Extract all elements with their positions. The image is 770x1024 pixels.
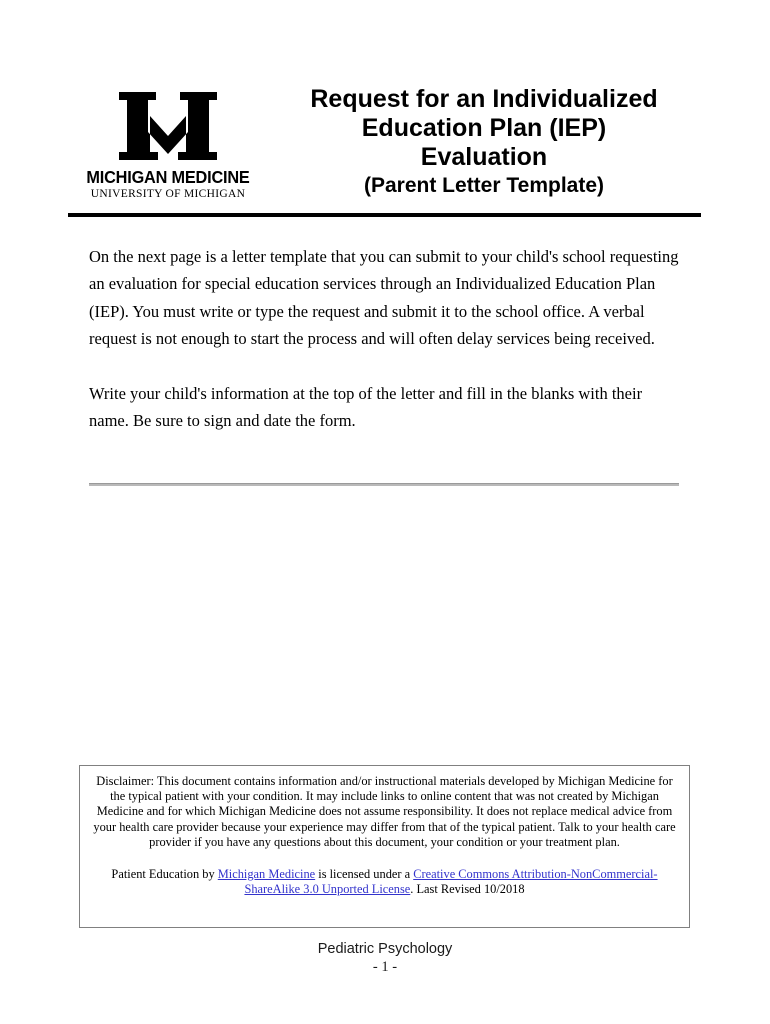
logo-subtitle: UNIVERSITY OF MICHIGAN (90, 188, 246, 201)
license-middle: is licensed under a (315, 867, 414, 882)
license-suffix: . Last Revised 10/2018 (410, 882, 525, 897)
document-header (68, 85, 700, 216)
license-prefix: Patient Education by (111, 867, 218, 882)
footer-department: Pediatric Psychology (317, 941, 453, 957)
page-title (268, 85, 700, 199)
footer-page-number: - 1 - (372, 959, 398, 975)
disclaimer-box (79, 765, 690, 928)
header-divider-rule (68, 213, 701, 217)
michigan-medicine-link[interactable]: Michigan Medicine (217, 867, 316, 882)
michigan-block-m-icon (116, 88, 220, 164)
document-footer (0, 940, 770, 976)
body-paragraph-1: On the next page is a letter template that you can submit to your child's school requesting an evaluation for special education services through an Individualized Education Plan (IEP). You must write or type the request and submit it to the school office. A verbal request is not enough to start the process and will often delay services being received. (89, 247, 679, 349)
document-body (89, 243, 681, 435)
page-title-line-2: Education Plan (IEP) (361, 114, 607, 142)
license-text (92, 867, 677, 897)
page-subtitle: (Parent Letter Template) (364, 174, 604, 197)
page-title-line-3: Evaluation (420, 143, 548, 171)
logo-wordmark: MICHIGAN MEDICINE (86, 167, 250, 187)
creative-commons-license-link[interactable]: Creative Commons Attribution-NonCommercial-ShareAlike 3.0 Unported License (244, 867, 658, 897)
disclaimer-text: Disclaimer: This document contains information and/or instructional materials developed by Michigan Medicine for the typical patient with your condition. It may include links to online content that was not created by Michigan Medicine and for which Michigan Medicine does not assume responsibility. It does not replace medical advice from your health care provider because your experience may differ from that of the typical patient. Talk to your health care provider if you have any questions about this document, your condition or your treatment plan. (93, 774, 676, 849)
disclaimer-inner (80, 766, 689, 897)
page-title-line-1: Request for an Individualized (310, 85, 658, 113)
body-divider-rule (89, 483, 679, 486)
body-paragraph-2: Write your child's information at the top of the letter and fill in the blanks with their name. Be sure to sign and date the form. (89, 384, 643, 431)
michigan-medicine-logo (68, 88, 268, 201)
